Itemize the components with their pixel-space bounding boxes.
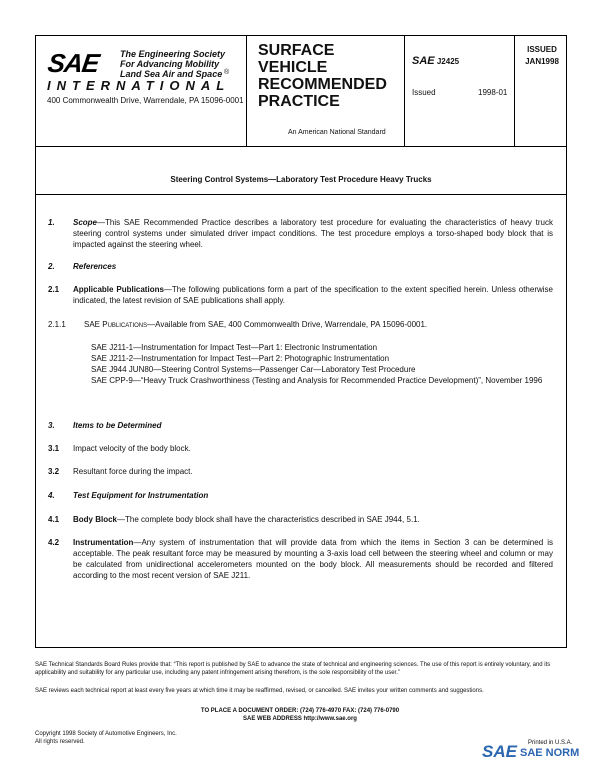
section-number: 2.1.1 [48,320,66,329]
footer-note: SAE reviews each technical report at least every five years at which time it may be reaffirmed, revised, or cancelled. SAE invites your written comments and suggestions. [35,688,484,694]
section-heading: Test Equipment for Instrumentation [73,491,209,500]
instrumentation-paragraph: Instrumentation—Any system of instrumentation that will provide data from which the items in Section 3 can be determined is acceptable. The peak resultant force may be measured by mounting a 3-axis load cell between the steering wheel and column or may be calculated from unidirectional accelerometers mounted on the body block. All measurements should be recorded and filtered according to the most recent version of SAE J211. [73,538,553,580]
title-box [35,147,567,195]
sae-norm-text: SAE NORM [520,747,580,759]
document-title: Steering Control Systems—Laboratory Test Procedure Heavy Trucks [170,175,432,184]
copyright: Copyright 1998 Society of Automotive Engineers, Inc. [35,731,177,737]
sae-address: 400 Commonwealth Drive, Warrendale, PA 15096-0001 [47,96,244,105]
reference-item: SAE CPP-9—“Heavy Truck Crashworthiness (Testing and Analysis for Recommended Practice Development)”, November 1996 [91,376,543,385]
issued-label: Issued [412,88,436,97]
section-number: 4. [48,491,55,500]
society-tagline: The Engineering Society For Advancing Mobility Land Sea Air and Space [120,49,226,79]
sae-publications-paragraph: SAE Publications—Available from SAE, 400 Commonwealth Drive, Warrendale, PA 15096-0001. [84,320,428,329]
applicable-publications-paragraph: Applicable Publications—The following publications form a part of the specification to the extent specified herein. Unless otherwise indicated, the latest revision of SAE publications shall apply. [73,285,553,305]
section-number: 2.1 [48,285,60,294]
international-label: INTERNATIONAL [47,78,231,93]
section-number: 3. [48,421,55,430]
sae-logo: SAE [45,48,101,78]
item-paragraph: Impact velocity of the body block. [73,444,191,453]
trademark: ® [224,69,230,76]
document-body [35,195,567,648]
section-heading: Items to be Determined [73,421,162,430]
section-number: 4.2 [48,538,60,547]
footer-note: SAE Technical Standards Board Rules provide that: “This report is published by SAE to advance the state of technical and engineering sciences. The use of this report is entirely voluntary, and its applicability and suitability for any particular use, including any patent infringement arising therefrom, is the sole responsibility of the user.” [35,662,551,676]
rights: All rights reserved. [35,739,85,745]
section-number: 4.1 [48,515,60,524]
issued-box: ISSUED JAN1998 [525,45,559,66]
sae-norm-logo: SAE [482,742,517,761]
section-number: 3.2 [48,467,60,476]
ansi-label: An American National Standard [288,129,386,136]
web-address: SAE WEB ADDRESS http://www.sae.org [243,716,357,722]
reference-item: SAE J944 JUN80—Steering Control Systems—Passenger Car—Laboratory Test Procedure [91,365,416,374]
header-divider [246,36,247,146]
header-divider [404,36,405,146]
item-paragraph: Resultant force during the impact. [73,467,193,476]
section-number: 2. [48,262,55,271]
document-number: SAE J2425 [412,55,460,67]
issued-date: 1998-01 [478,88,508,97]
body-block-paragraph: Body Block—The complete body block shall have the characteristics described in SAE J944, 5.1. [73,515,420,524]
header-divider [514,36,515,146]
printed-label: Printed in U.S.A. [528,740,573,746]
order-line: TO PLACE A DOCUMENT ORDER: (724) 776-4970 FAX: (724) 776-0790 [200,708,400,714]
section-number: 3.1 [48,444,60,453]
document-header [35,35,567,147]
reference-item: SAE J211-1—Instrumentation for Impact Test—Part 1: Electronic Instrumentation [91,343,378,352]
document-type: SURFACE VEHICLE RECOMMENDED PRACTICE [258,42,387,110]
scope-paragraph: Scope—This SAE Recommended Practice describes a laboratory test procedure for evaluating the characteristics of heavy truck steering control systems under simulated driver impact conditions. The test procedure employs a torso-shaped body block that is impacted against the steering wheel. [73,218,553,249]
section-number: 1. [48,218,55,227]
reference-item: SAE J211-2—Instrumentation for Impact Test—Part 2: Photographic Instrumentation [91,354,390,363]
section-heading: References [73,262,117,271]
